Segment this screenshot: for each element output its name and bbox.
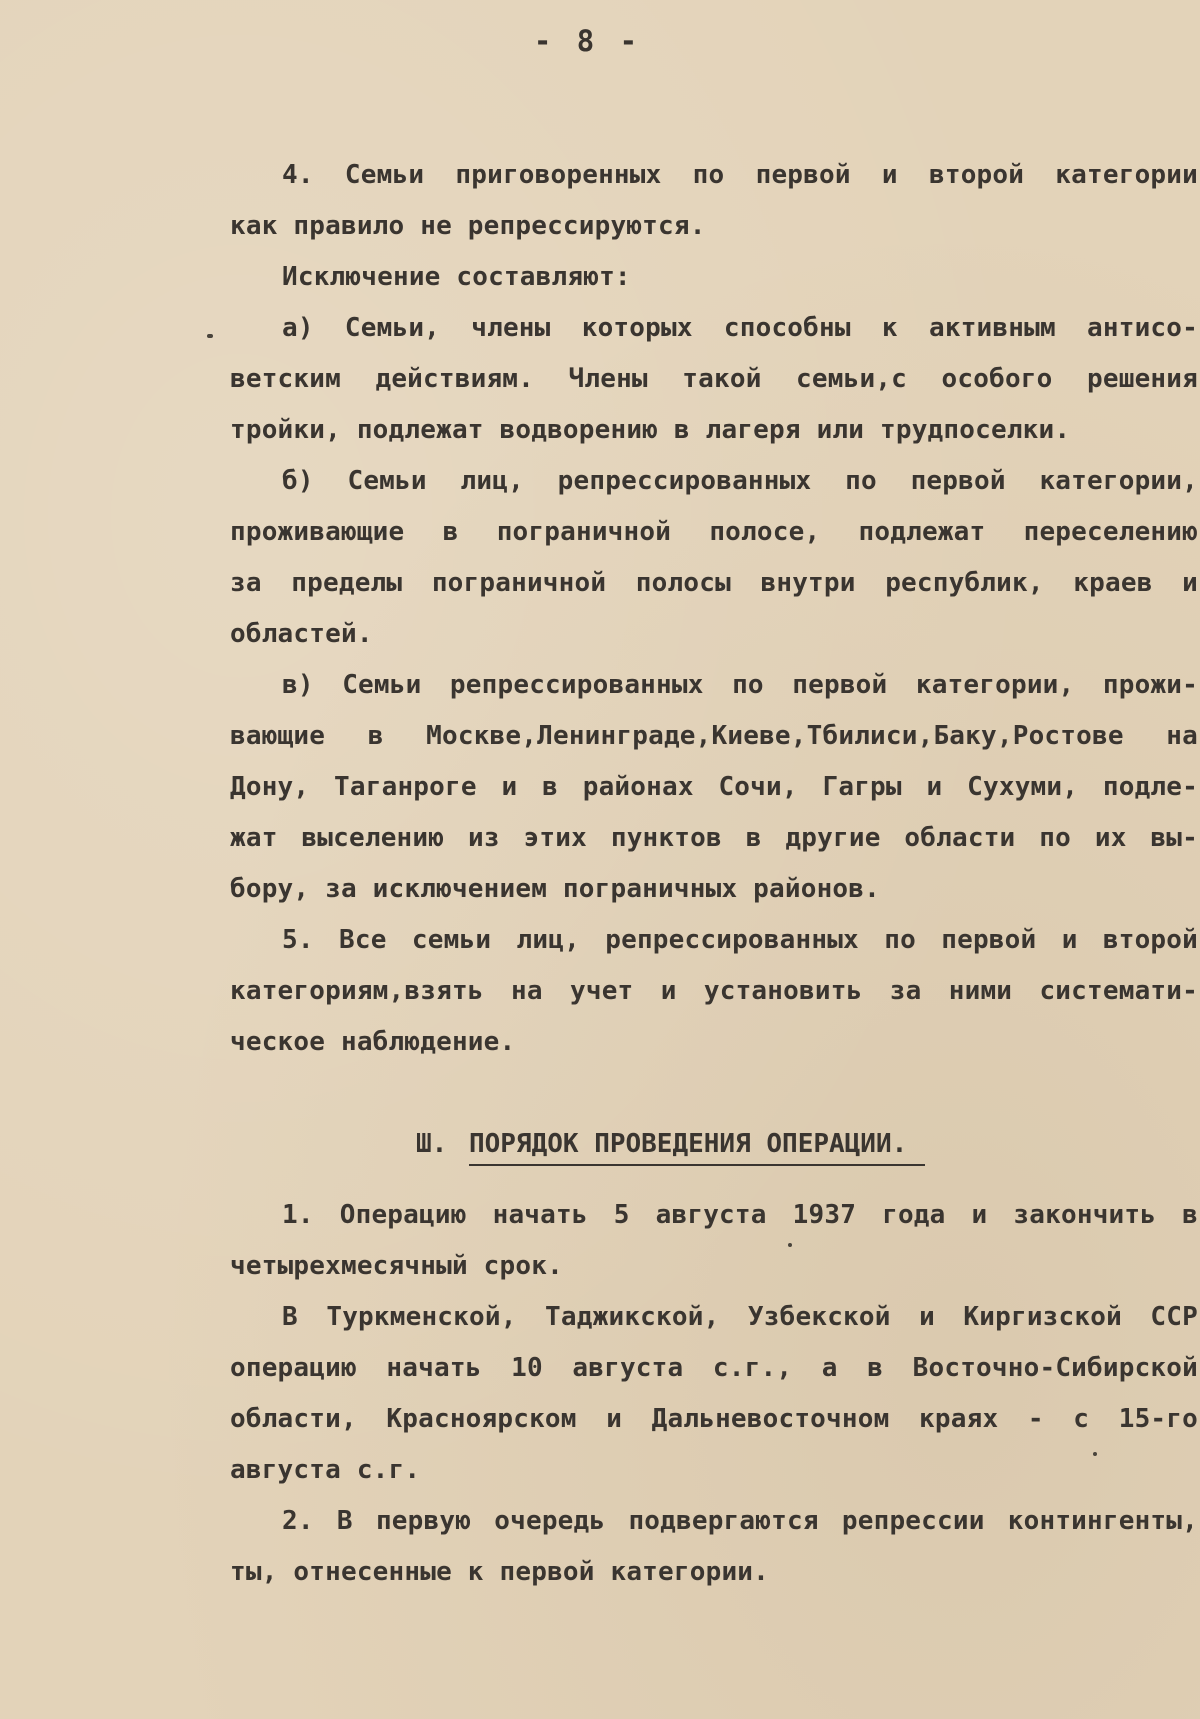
text-line: ветским действиям. Члены такой семьи,с особого решения: [230, 364, 1198, 394]
text-line: ты, отнесенные к первой категории.: [230, 1557, 770, 1587]
text-line: категориям,взять на учет и установить за ними системати-: [230, 976, 1198, 1006]
text-line: августа с.г.: [230, 1455, 421, 1485]
paper-speck: [207, 334, 213, 338]
section-heading-numeral: Ш.: [416, 1129, 448, 1159]
text-line: тройки, подлежат водворению в лагеря или трудпоселки.: [230, 415, 1071, 445]
section-family-rules: [230, 150, 1198, 1068]
text-line: бору, за исключением пограничных районов.: [230, 874, 880, 904]
text-line: областей.: [230, 619, 373, 649]
section-heading-title: ПОРЯДОК ПРОВЕДЕНИЯ ОПЕРАЦИИ.: [469, 1124, 925, 1166]
text-line: 5. Все семьи лиц, репрессированных по первой и второй: [282, 925, 1198, 955]
text-line: жат выселению из этих пунктов в другие области по их вы-: [230, 823, 1198, 853]
text-line: Дону, Таганроге и в районах Сочи, Гагры и Сухуми, подле-: [230, 772, 1198, 802]
page-number: - 8 -: [533, 24, 642, 58]
section-operation-procedure: [230, 1190, 1198, 1598]
text-line: б) Семьи лиц, репрессированных по первой категории,: [282, 466, 1198, 496]
text-line: проживающие в пограничной полосе, подлежат переселению: [230, 517, 1198, 547]
text-line: а) Семьи, члены которых способны к активным антисо-: [282, 313, 1198, 343]
paragraph-gap: [230, 1068, 1198, 1119]
paper-speck: [788, 1243, 792, 1247]
text-line: как правило не репрессируются.: [230, 211, 706, 241]
text-line: вающие в Москве,Ленинграде,Киеве,Тбилиси,Баку,Ростове на: [230, 721, 1198, 751]
text-line: в) Семьи репрессированных по первой категории, прожи-: [282, 670, 1198, 700]
paper-speck: [1093, 1452, 1097, 1456]
text-line: ческое наблюдение.: [230, 1027, 516, 1057]
text-line: 1. Операцию начать 5 августа 1937 года и закончить в: [282, 1200, 1198, 1230]
section-heading: [230, 1119, 1198, 1170]
paragraph-gap: [230, 1170, 1198, 1190]
text-line: области, Красноярском и Дальневосточном краях - с 15-го: [230, 1404, 1198, 1434]
text-line: операцию начать 10 августа с.г., а в Восточно-Сибирской: [230, 1353, 1198, 1383]
text-line: четырехмесячный срок.: [230, 1251, 563, 1281]
text-line: В Туркменской, Таджикской, Узбекской и Киргизской ССР: [282, 1302, 1198, 1332]
text-line: 2. В первую очередь подвергаются репрессии контингенты,: [282, 1506, 1198, 1536]
text-line: 4. Семьи приговоренных по первой и второй категории: [282, 160, 1198, 190]
document-body: [230, 150, 1198, 1598]
text-line: за пределы пограничной полосы внутри республик, краев и: [230, 568, 1198, 598]
text-line: Исключение составляют:: [282, 262, 631, 292]
